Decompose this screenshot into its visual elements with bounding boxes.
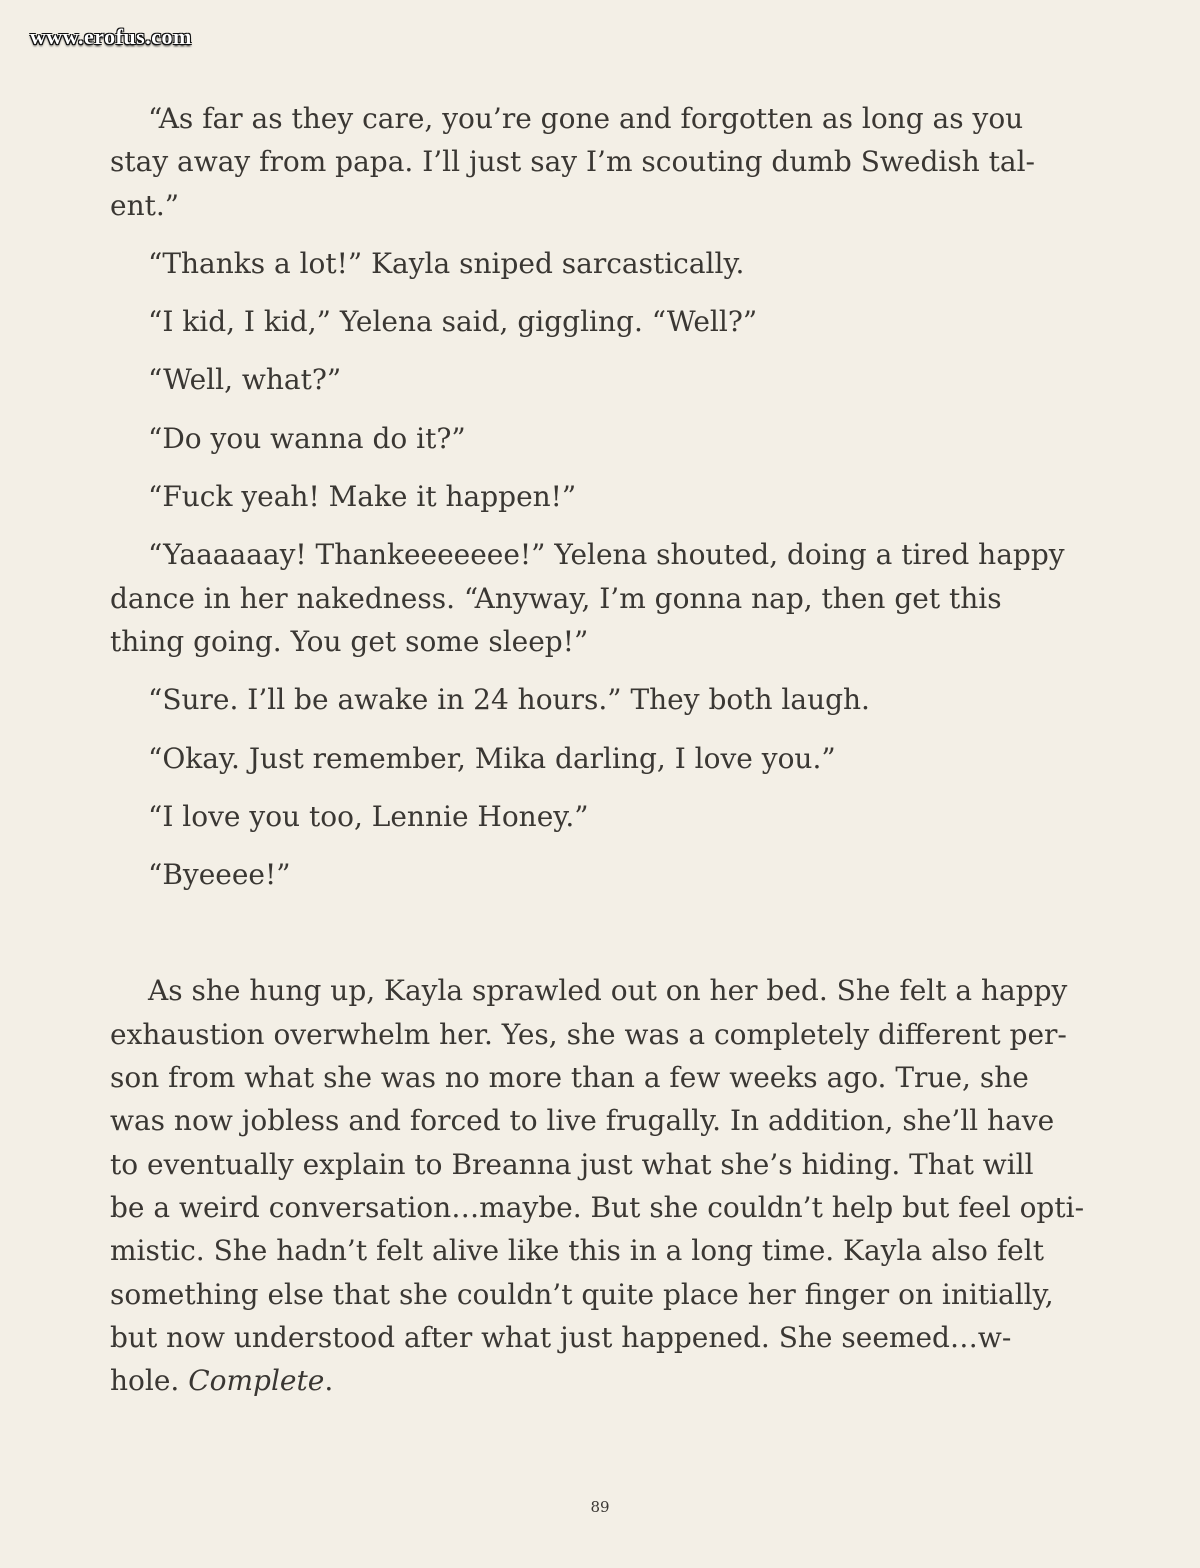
paragraph: [110, 97, 1100, 227]
text-line: exhaustion overwhelm her. Yes, she was a completely different per-: [110, 1017, 1067, 1051]
text-line: mistic. She hadn’t felt alive like this in a long time. Kayla also felt: [110, 1234, 1044, 1268]
text-line: was now jobless and forced to live frugally. In addition, she’ll have: [110, 1104, 1055, 1138]
page-number: 89: [590, 1498, 610, 1516]
paragraph: [110, 300, 1100, 343]
text-line: to eventually explain to Breanna just what she’s hiding. That will: [110, 1147, 1034, 1181]
text-line: As she hung up, Kayla sprawled out on her bed. She felt a happy: [148, 974, 1068, 1008]
text-fragment: .: [324, 1364, 334, 1398]
text-line: “As far as they care, you’re gone and forgotten as long as you: [148, 102, 1024, 135]
paragraph: [110, 358, 1100, 401]
text-line: “Yaaaaaay! Thankeeeeeee!” Yelena shouted, doing a tired happy: [148, 538, 1065, 572]
paragraph: [110, 242, 1100, 285]
text-line: “I kid, I kid,” Yelena said, giggling. “Well?”: [148, 305, 758, 339]
text-line: “Fuck yeah! Make it happen!”: [148, 480, 577, 514]
text-line: stay away from papa. I’ll just say I’m scouting dumb Swedish tal-: [110, 145, 1035, 179]
text-line: dance in her nakedness. “Anyway, I’m gonna nap, then get this: [110, 581, 1002, 615]
text-line: but now understood after what just happened. She seemed…w-: [110, 1320, 1012, 1354]
text-line: “Well, what?”: [148, 363, 342, 397]
text-line: “Sure. I’ll be awake in 24 hours.” They both laugh.: [148, 683, 870, 717]
paragraph: [110, 853, 1100, 896]
text-fragment: hole.: [110, 1364, 189, 1398]
text-line: ent.”: [110, 188, 180, 222]
paragraph: [110, 475, 1100, 518]
book-page-text: [110, 97, 1100, 1402]
paragraph: [110, 969, 1100, 1402]
paragraph: [110, 417, 1100, 460]
emphasized-word: Complete: [188, 1364, 325, 1398]
text-line: son from what she was no more than a few weeks ago. True, she: [110, 1061, 1029, 1095]
text-line: “Okay. Just remember, Mika darling, I love you.”: [148, 741, 836, 775]
text-line: “Byeeee!”: [148, 858, 291, 892]
text-line: be a weird conversation…maybe. But she couldn’t help but feel opti-: [110, 1190, 1085, 1224]
watermark-text: www.erofus.com: [30, 24, 192, 49]
text-line-last: [110, 1359, 1100, 1402]
paragraph: [110, 533, 1100, 663]
text-line: something else that she couldn’t quite place her finger on initially,: [110, 1277, 1054, 1311]
text-line: “Do you wanna do it?”: [148, 421, 466, 455]
paragraph: [110, 737, 1100, 780]
paragraph: [110, 795, 1100, 838]
text-line: “I love you too, Lennie Honey.”: [148, 799, 589, 833]
text-line: “Thanks a lot!” Kayla sniped sarcastically.: [148, 246, 745, 280]
paragraph: [110, 678, 1100, 721]
text-line: thing going. You get some sleep!”: [110, 624, 589, 658]
